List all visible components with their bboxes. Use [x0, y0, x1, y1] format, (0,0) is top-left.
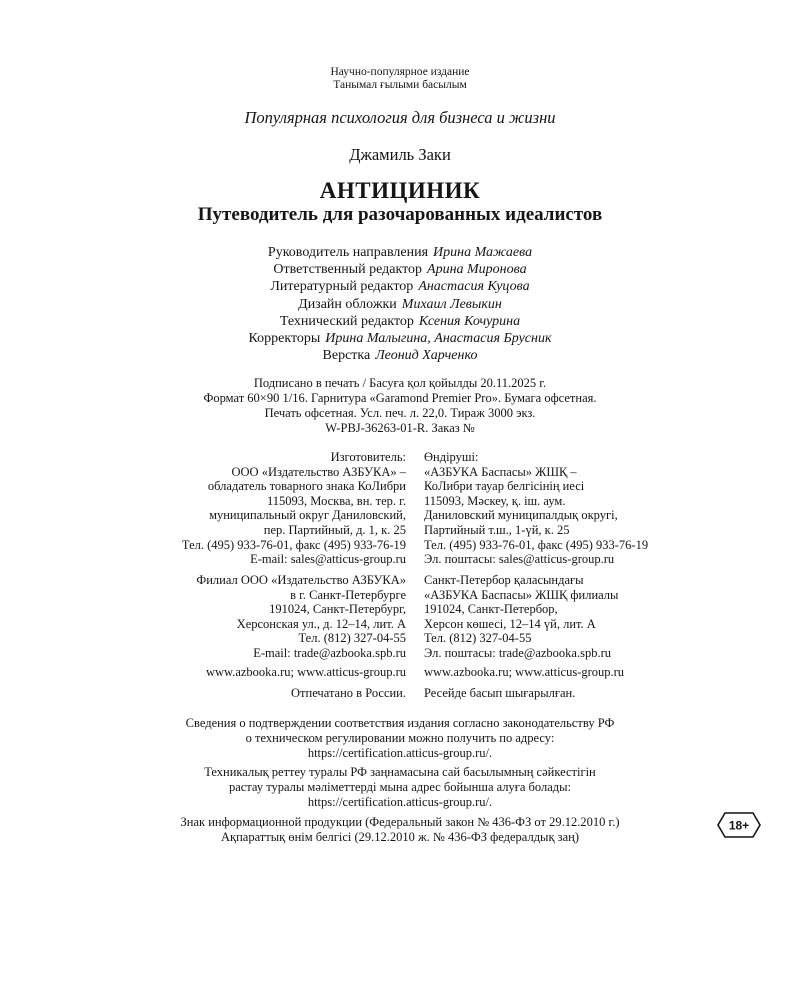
branch-ru-line: 191024, Санкт-Петербург,	[269, 602, 406, 617]
printed-in-kz: Ресейде басып шығарылған.	[424, 686, 576, 700]
info-sign-text	[120, 815, 680, 845]
info-sign-kz: Ақпараттық өнім белгісі (29.12.2010 ж. № 436-ФЗ федералдық заң)	[221, 830, 579, 844]
credit-role: Ответственный редактор	[273, 262, 423, 278]
genre-kz: Танымал ғылыми басылым	[333, 79, 467, 91]
credit-line	[0, 330, 800, 347]
credit-person: Ирина Мажаева	[433, 245, 533, 260]
branch-ru	[196, 573, 406, 661]
branch-ru-line: Филиал ООО «Издательство АЗБУКА»	[196, 573, 406, 587]
branch-ru-line: Тел. (812) 327-04-55	[298, 631, 406, 646]
manufacturer-ru	[182, 450, 406, 567]
manufacturer-kz-line: 115093, Мәскеу, қ. іш. аум.	[424, 493, 566, 508]
age-rating-label: 18+	[728, 818, 750, 833]
certification-ru-line: Сведения о подтверждении соответствия издания согласно законодательству РФ	[185, 716, 615, 730]
credit-role: Литературный редактор	[270, 279, 414, 295]
branch-kz-line: Эл. поштасы: trade@azbooka.spb.ru	[424, 645, 612, 660]
manufacturer-kz-line: Өндіруші:	[424, 450, 479, 464]
manufacturer-ru-line: Тел. (495) 933-76-01, факс (495) 933-76-19	[181, 537, 406, 552]
certification-ru-link[interactable]: https://certification.atticus-group.ru/.	[307, 746, 493, 760]
credit-person: Анастасия Куцова	[418, 279, 530, 295]
manufacturer-kz-line: Даниловский муниципалдық округі,	[424, 508, 618, 523]
manufacturer-kz	[424, 450, 648, 567]
genre-ru: Научно-популярное издание	[330, 66, 470, 78]
author-name: Джамиль Заки	[349, 145, 451, 164]
manufacturer-kz-line: Партийный т.ш., 1-үй, к. 25	[424, 522, 570, 537]
branch-ru-line: Херсонская ул., д. 12–14, лит. А	[236, 616, 406, 631]
age-rating-badge	[717, 812, 761, 838]
certification-ru-line: о техническом регулировании можно получить по адресу:	[245, 731, 555, 745]
certification-kz-link[interactable]: https://certification.atticus-group.ru/.	[307, 795, 493, 809]
credit-person: Леонид Харченко	[375, 348, 478, 364]
certification-kz-line: Техникалық реттеу туралы РФ заңнамасына сай басылымның сәйкестігін	[204, 765, 596, 779]
credit-line	[0, 261, 800, 278]
certification-kz	[0, 765, 800, 810]
book-title: АНТИЦИНИК	[319, 178, 481, 203]
branch-kz-line: Херсон көшесі, 12–14 үй, лит. А	[424, 616, 596, 631]
website-kz[interactable]: www.azbooka.ru; www.atticus-group.ru	[424, 665, 625, 679]
manufacturer-kz-line: «АЗБУКА Баспасы» ЖШҚ –	[424, 464, 577, 479]
info-sign-ru: Знак информационной продукции (Федеральный закон № 436-ФЗ от 29.12.2010 г.)	[180, 815, 620, 829]
credit-line	[0, 313, 800, 330]
credit-line	[0, 347, 800, 364]
print-info	[0, 376, 800, 436]
credit-person: Ирина Малыгина, Анастасия Брусник	[325, 331, 552, 347]
manufacturer-ru-line: пер. Партийный, д. 1, к. 25	[263, 522, 406, 537]
branch-kz	[424, 573, 618, 661]
series-title: Популярная психология для бизнеса и жизни	[244, 108, 556, 127]
manufacturer-ru-line: Изготовитель:	[330, 450, 406, 464]
certification-ru	[0, 716, 800, 761]
credit-person: Михаил Левыкин	[401, 296, 502, 312]
branch-ru-line: E-mail: trade@azbooka.spb.ru	[253, 645, 406, 660]
printed-in-ru: Отпечатано в России.	[291, 686, 406, 700]
credit-person: Ксения Кочурина	[418, 313, 521, 329]
manufacturer-ru-line: ООО «Издательство АЗБУКА» –	[231, 464, 406, 479]
credit-role: Корректоры	[248, 331, 321, 347]
certification-kz-line: растау туралы мәліметтерді мына адрес бойынша алуға болады:	[228, 780, 572, 794]
print-format: Формат 60×90 1/16. Гарнитура «Garamond Premier Pro». Бумага офсетная.	[203, 391, 597, 405]
credit-person: Арина Миронова	[427, 262, 527, 278]
age-rating-octagon-icon	[717, 812, 761, 838]
manufacturer-ru-line: обладатель товарного знака КоЛибри	[207, 479, 406, 494]
manufacturer-ru-line: 115093, Москва, вн. тер. г.	[266, 493, 406, 508]
print-signed: Подписано в печать / Басуға қол қойылды 20.11.2025 г.	[253, 376, 547, 390]
branch-ru-line: в г. Санкт-Петербурге	[290, 587, 406, 602]
website-ru[interactable]: www.azbooka.ru; www.atticus-group.ru	[205, 665, 406, 679]
credit-role: Верстка	[322, 348, 371, 364]
branch-kz-line: 191024, Санкт-Петербор,	[424, 602, 558, 617]
branch-kz-line: Тел. (812) 327-04-55	[424, 631, 532, 646]
manufacturer-kz-line: Тел. (495) 933-76-01, факс (495) 933-76-19	[424, 537, 649, 552]
print-sheets: Печать офсетная. Усл. печ. л. 22,0. Тираж 3000 экз.	[264, 406, 536, 420]
credit-role: Дизайн обложки	[298, 296, 397, 312]
credit-line	[0, 278, 800, 295]
credit-role: Технический редактор	[279, 313, 414, 329]
branch-kz-line: «АЗБУКА Баспасы» ЖШҚ филиалы	[424, 587, 619, 602]
book-subtitle: Путеводитель для разочарованных идеалистов	[197, 204, 603, 225]
credits-list	[0, 244, 800, 364]
branch-kz-line: Санкт-Петербор қаласындағы	[424, 573, 584, 587]
credit-role: Руководитель направления	[267, 245, 429, 260]
credit-line	[0, 296, 800, 313]
genre-block	[0, 66, 800, 92]
manufacturer-ru-line: E-mail: sales@atticus-group.ru	[250, 552, 406, 567]
print-order: W-PBJ-36263-01-R. Заказ №	[325, 421, 475, 435]
manufacturer-ru-line: муниципальный округ Даниловский,	[209, 508, 406, 523]
manufacturer-kz-line: КоЛибри тауар белгісінің иесі	[424, 479, 585, 494]
manufacturer-kz-line: Эл. поштасы: sales@atticus-group.ru	[424, 552, 615, 567]
credit-line	[0, 244, 800, 261]
